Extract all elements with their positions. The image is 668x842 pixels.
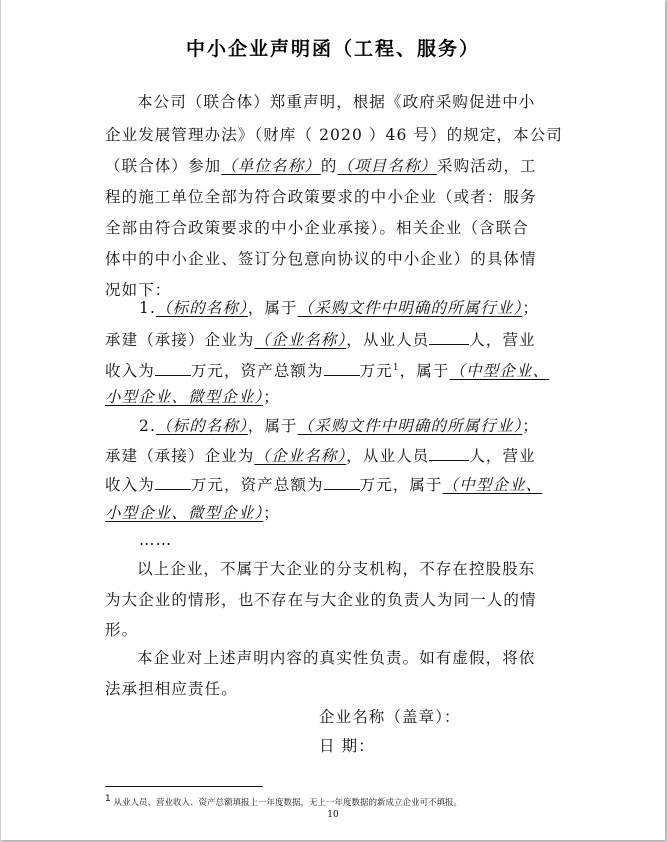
item2-line-1 xyxy=(139,416,539,436)
intro-line-3-text-a: （联合体）参加 xyxy=(105,157,222,175)
signature-company: 企业名称（盖章）： xyxy=(319,708,461,726)
item2-line-4 xyxy=(105,503,280,523)
item2-revenue-blank[interactable] xyxy=(155,474,191,490)
item1-enterprise-type-a: （中型企业、 xyxy=(449,362,550,381)
item1-staff-unit: 人，营业 xyxy=(469,331,536,349)
item1-enterprise-type-b: 小型企业、微型企业） xyxy=(105,388,264,406)
item2-asset-label: 万元，资产总额为 xyxy=(190,476,324,494)
item2-enterprise-type-a: （中型企业、 xyxy=(442,476,543,494)
intro-line-2: 企业发展管理办法》（财库（ 2020 ）46 号）的规定，本公司 xyxy=(105,126,563,144)
item1-line-4 xyxy=(105,387,280,407)
item1-bid-name: （标的名称） xyxy=(156,299,248,317)
item2-line-2 xyxy=(105,445,536,466)
intro-line-3-text-c: 的 xyxy=(320,157,338,175)
item1-company-name: （企业名称） xyxy=(254,331,347,349)
intro-line-4: 程的施工单位全部为符合政策要求的中小企业（或者：服务 xyxy=(105,188,537,206)
item2-staff-blank[interactable] xyxy=(429,445,469,461)
item1-line-1 xyxy=(139,298,539,318)
intro-line-5: 全部由符合政策要求的中小企业承接）。相关企业（含联合 xyxy=(105,219,529,237)
item2-belong: ，属于 xyxy=(247,417,298,435)
item2-end: ； xyxy=(263,504,280,522)
intro-line-3-text-e: 采购活动，工 xyxy=(437,157,537,175)
item1-belong-2: ，属于 xyxy=(399,362,450,381)
item1-line-3 xyxy=(105,358,549,381)
statement-line-1: 以上企业，不属于大企业的分支机构，不存在控股股东 xyxy=(137,560,536,578)
item1-belong: ，属于 xyxy=(247,299,298,317)
item1-industry: （采购文件中明确的所属行业） xyxy=(297,299,523,317)
footnote-text: 从业人员、营业收入、资产总额填报上一年度数据，无上一年度数据的新成立企业可不填报。 xyxy=(113,797,462,808)
intro-line-3 xyxy=(105,156,537,176)
item1-asset-blank[interactable] xyxy=(324,360,360,376)
item2-asset-blank[interactable] xyxy=(324,474,360,490)
item1-line-2 xyxy=(105,329,536,350)
document-page xyxy=(1,0,665,840)
item2-staff-label: ，从业人员 xyxy=(346,447,430,465)
item1-asset-label: 万元，资产总额为 xyxy=(190,362,324,381)
item1-number: 1. xyxy=(139,299,156,317)
item2-revenue-label: 收入为 xyxy=(105,476,155,494)
item2-number: 2. xyxy=(139,417,156,435)
item1-staff-label: ，从业人员 xyxy=(346,331,430,349)
statement-line-3: 形。 xyxy=(105,621,139,639)
item1-asset-unit: 万元 xyxy=(359,362,393,381)
footnote-mark: 1 xyxy=(105,794,111,804)
responsibility-line-2: 法承担相应责任。 xyxy=(105,680,238,698)
item1-contractor-label: 承建（承接）企业为 xyxy=(105,331,255,349)
responsibility-line-1: 本企业对上述声明内容的真实性负责。如有虚假，将依 xyxy=(137,649,536,667)
page-number: 10 xyxy=(327,810,339,820)
intro-line-1: 本公司（联合体）郑重声明，根据《政府采购促进中小 xyxy=(137,93,536,111)
footnote xyxy=(105,794,462,808)
project-name-placeholder: （项目名称） xyxy=(337,157,438,175)
item1-semicolon: ； xyxy=(522,299,539,317)
intro-line-7: 况如下： xyxy=(105,281,172,299)
footnote-reference[interactable]: 1 xyxy=(392,363,400,373)
signature-date: 日 期： xyxy=(319,737,375,755)
item1-revenue-label: 收入为 xyxy=(105,362,155,381)
item1-staff-blank[interactable] xyxy=(429,329,469,345)
item2-line-3 xyxy=(105,474,542,495)
item2-contractor-label: 承建（承接）企业为 xyxy=(105,447,255,465)
item2-asset-unit: 万元，属于 xyxy=(359,476,443,494)
item2-bid-name: （标的名称） xyxy=(156,417,248,435)
item2-staff-unit: 人，营业 xyxy=(469,447,536,465)
item2-company-name: （企业名称） xyxy=(254,447,347,465)
intro-line-6: 体中的中小企业、签订分包意向协议的中小企业）的具体情 xyxy=(105,250,537,268)
footnote-divider xyxy=(105,786,263,787)
document-title: 中小企业声明函（工程、服务） xyxy=(185,38,480,60)
item2-industry: （采购文件中明确的所属行业） xyxy=(297,417,523,435)
item2-semicolon: ； xyxy=(522,417,539,435)
statement-line-2: 为大企业的情形，也不存在与大企业的负责人为同一人的情 xyxy=(105,591,537,609)
ellipsis: …… xyxy=(139,531,173,549)
item1-revenue-blank[interactable] xyxy=(155,360,191,376)
item1-end: ； xyxy=(263,388,280,406)
item2-enterprise-type-b: 小型企业、微型企业） xyxy=(105,504,264,522)
unit-name-placeholder: （单位名称） xyxy=(221,157,321,175)
